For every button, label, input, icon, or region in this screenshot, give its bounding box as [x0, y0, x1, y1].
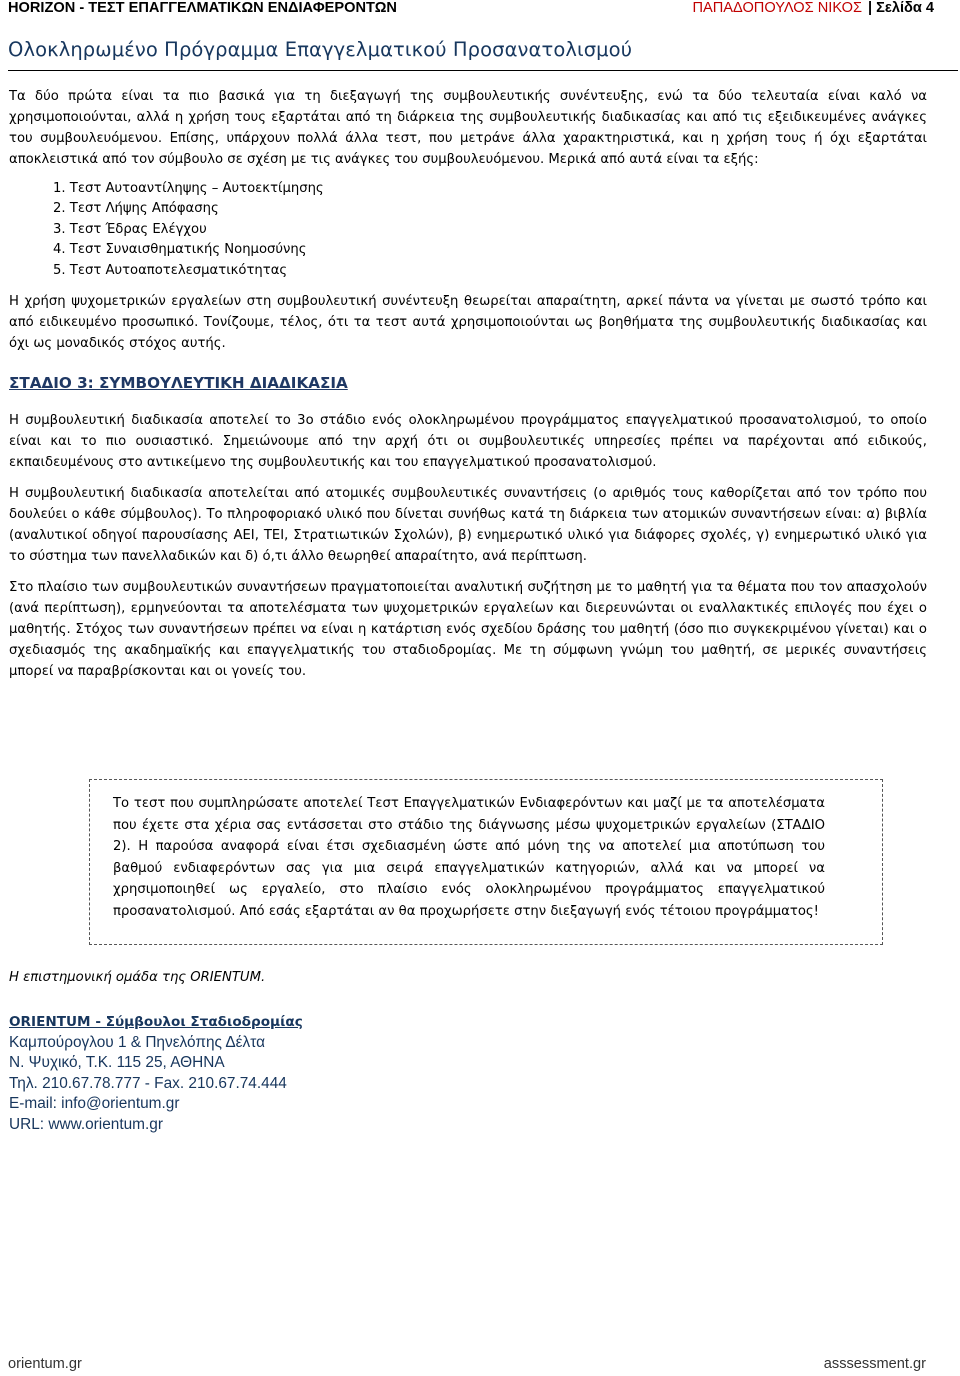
list-item: 1. Τεστ Αυτοαντίληψης – Αυτοεκτίμησης — [53, 181, 324, 196]
after-list-paragraph: Η χρήση ψυχομετρικών εργαλείων στη συμβουλευτική συνέντευξη θεωρείται απαραίτητη, αρκεί πάντα να γίνεται με σωστό τρόπο και από ειδικευμένο προσωπικό. Τονίζουμε, τέλος, ότι τα τεστ αυτά χρησιμοποιούνται ως βοηθήματα της συμβουλευτικής διαδικασίας και όχι ως μοναδικός στόχος αυτής. — [9, 294, 927, 352]
paragraph-3: Στο πλαίσιο των συμβουλευτικών συναντήσεων πραγματοποιείται αναλυτική συζήτηση με το μαθητή για τα θέματα που τον απασχολούν (ανά περίπτωση), ερμηνεύονται τα αποτελέσματα των ψυχομετρικών εργαλείων και διερευνώνται οι εναλλακτικές επιλογές που έχει ο μαθητής. Στόχος των συναντήσεων πρέπει να είναι η κατάρτιση ενός σχεδίου δράσης του μαθητή (όσο πιο συγκεκριμένου γίνεται) και ο σχεδιασμός της ακαδημαϊκής και επαγγελματικής του σταδιοδρομίας. Με τη σύμφωνη γνώμη του μαθητή, σε μερικές συναντήσεις μπορεί να παραβρίσκονται και οι γονείς του. — [9, 580, 927, 680]
email: E-mail: info@orientum.gr — [9, 1095, 180, 1113]
callout-text: Το τεστ που συμπληρώσατε αποτελεί Τεστ Επαγγελματικών Ενδιαφερόντων και μαζί με τα αποτελέσματα που έχετε στα χέρια σας εντάσσεται στο στάδιο της διάγνωσης μέσω ψυχομετρικών εργαλείων (ΣΤΑΔΙΟ 2). Η παρούσα αναφορά είναι έτσι σχεδιασμένη ώστε από μόνη της να αποτελεί μια αποτύπωση του βαθμού ενδιαφερόντων σας για μια σειρά επαγγελματικών κατηγοριών, αλλά και να μπορεί να χρησιμοποιηθεί ως εργαλείο, στο πλαίσιο ενός ολοκληρωμένου προγράμματος επαγγελματικού προσανατολισμού. Από εσάς εξαρτάται αν θα προχωρήσετε στην διεξαγωγή ενός τέτοιου προγράμματος! — [113, 796, 825, 919]
address-line-2: Ν. Ψυχικό, Τ.Κ. 115 25, ΑΘΗΝΑ — [9, 1054, 225, 1072]
phone-fax: Τηλ. 210.67.78.777 - Fax. 210.67.74.444 — [9, 1074, 287, 1092]
paragraph-2: Η συμβουλευτική διαδικασία αποτελείται από ατομικές συμβουλευτικές συναντήσεις (ο αριθμός τους καθορίζεται από τον τρόπο που δουλεύει ο κάθε σύμβουλος). Το πληροφοριακό υλικό που δίνεται συνήθως κατά τη διάρκεια των ατομικών συναντήσεων είναι: α) βιβλία (αναλυτικοί οδηγοί παρουσίασης ΑΕΙ, ΤΕΙ, Στρατιωτικών Σχολών), β) ενημερωτικό υλικό για διάφορες σχολές, γ) ενημερωτικό υλικό για το σύστημα των πανελλαδικών και δ) ό,τι άλλο θεωρηθεί απαραίτητο, ανά περίπτωση. — [9, 486, 927, 565]
intro-paragraph: Τα δύο πρώτα είναι τα πιο βασικά για τη διεξαγωγή της συμβουλευτικής συνέντευξης, ενώ τα δύο τελευταία είναι καλό να χρησιμοποιούνται, αλλά η χρήση τους εξαρτάται από τη διάρκεια της συμβουλευτικής διαδικασίας και από τις εξειδικευμένες ανάγκες του συμβουλευόμενου. Επίσης, υπάρχουν πολλά άλλα τεστ, που μετράνε άλλα χαρακτηριστικά, και η χρήση τους ή όχι εξαρτάται αποκλειστικά από τον σύμβουλο σε σχέση με τις ανάγκες του συμβουλευόμενου. Μερικά από αυτά είναι τα εξής: — [9, 89, 927, 167]
address-line-1: Καμπούρογλου 1 & Πηνελόπης Δέλτα — [9, 1033, 265, 1051]
header-author: ΠΑΠΑΔΟΠΟΥΛΟΣ ΝΙΚΟΣ — [692, 0, 862, 16]
footer-right: asssessment.gr — [823, 1356, 926, 1372]
list-item: 4. Τεστ Συναισθηματικής Νοημοσύνης — [53, 242, 307, 258]
header-document-title: HORIZON - ΤΕΣΤ ΕΠΑΓΓΕΛΜΑΤΙΚΩΝ ΕΝΔΙΑΦΕΡΟΝΤΩΝ — [8, 0, 397, 16]
main-content — [9, 86, 927, 682]
page-footer — [8, 1356, 926, 1374]
list-item: 3. Τεστ Έδρας Ελέγχου — [53, 221, 207, 237]
title-divider — [8, 70, 958, 71]
website-url: URL: www.orientum.gr — [9, 1115, 163, 1133]
tests-list — [53, 179, 927, 281]
header-separator: | — [867, 0, 873, 16]
section-heading: ΣΤΑΔΙΟ 3: ΣΥΜΒΟΥΛΕΥΤΙΚΗ ΔΙΑΔΙΚΑΣΙΑ — [9, 374, 348, 393]
signature: Η επιστημονική ομάδα της ORIENTUM. — [9, 970, 266, 985]
contact-block — [9, 1012, 303, 1136]
org-link[interactable]: ORIENTUM - Σύμβουλοι Σταδιοδρομίας — [9, 1014, 303, 1030]
header-right — [692, 0, 934, 16]
paragraph-1: Η συμβουλευτική διαδικασία αποτελεί το 3ο στάδιο ενός ολοκληρωμένου προγράμματος επαγγελματικού προσανατολισμού, το οποίο είναι και το πιο ουσιαστικό. Σημειώνουμε από την αρχή ότι οι συμβουλευτικές υπηρεσίες πρέπει να παρέχονται από ειδικούς, εκπαιδευμένους στο αντικείμενο της συμβουλευτικής και του επαγγελματικού προσανατολισμού. — [9, 413, 927, 471]
page-header — [8, 0, 954, 20]
footer-left: orientum.gr — [8, 1356, 82, 1372]
page-title: Ολοκληρωμένο Πρόγραμμα Επαγγελματικού Προσανατολισμού — [8, 38, 633, 61]
header-page-number: Σελίδα 4 — [876, 0, 934, 16]
list-item: 2. Τεστ Λήψης Απόφασης — [53, 201, 219, 217]
list-item: 5. Τεστ Αυτοαποτελεσματικότητας — [53, 262, 288, 278]
